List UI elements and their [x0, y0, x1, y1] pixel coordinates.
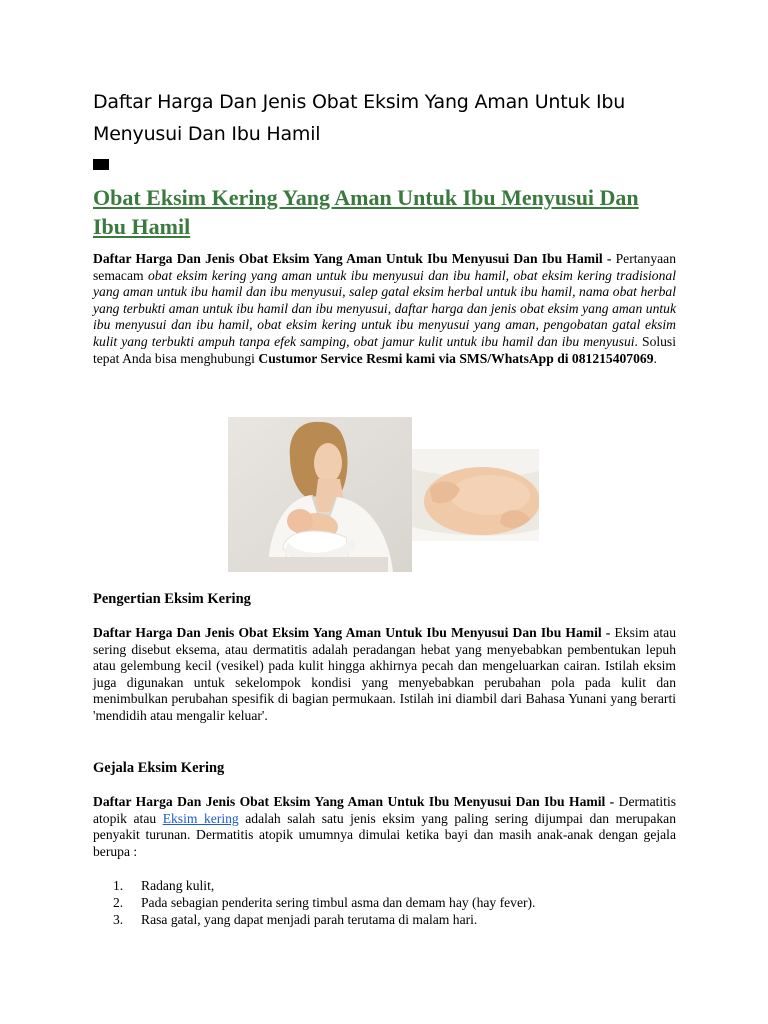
intro-lead: Daftar Harga Dan Jenis Obat Eksim Yang Aman Untuk Ibu Menyusui Dan Ibu Hamil -	[93, 251, 612, 266]
section2-heading: Gejala Eksim Kering	[93, 760, 225, 776]
intro-end: .	[653, 350, 657, 366]
list-item	[93, 911, 676, 928]
list-item-number: 3.	[113, 912, 124, 927]
intro-contact: Custumor Service Resmi kami via SMS/WhatsApp di 081215407069	[258, 350, 654, 366]
intro-paragraph	[93, 251, 676, 367]
document-title-line1: Daftar Harga Dan Jenis Obat Eksim Yang Aman Untuk Ibu	[93, 91, 626, 113]
section1-lead: Daftar Harga Dan Jenis Obat Eksim Yang Aman Untuk Ibu Menyusui Dan Ibu Hamil -	[93, 625, 611, 640]
breastfeeding-mother-image	[228, 417, 412, 572]
section2-lead: Daftar Harga Dan Jenis Obat Eksim Yang Aman Untuk Ibu Menyusui Dan Ibu Hamil -	[93, 794, 615, 809]
section1-text: Eksim atau sering disebut eksema, atau dermatitis adalah peradangan hebat yang menyebabkan pembentukan lepuh atau gelembung kecil (vesikel) pada kulit hingga akhirnya pecah dan mengeluarkan cairan. Istilah eksim juga digunakan untuk sekelompok kondisi yang menyebabkan perubahan pola pada kulit dan menimbulkan perubahan spesifik di bagian permukaan. Istilah ini diambil dari Bahasa Yunani yang berarti 'mendidih atau mengalir keluar'.	[93, 625, 677, 723]
section2-text1: Dermatitis atopik atau	[93, 794, 677, 826]
section1-heading: Pengertian Eksim Kering	[93, 591, 251, 607]
list-item-number: 2.	[113, 895, 124, 910]
black-marker-block	[93, 159, 109, 170]
list-item-text: Rasa gatal, yang dapat menjadi parah terutama di malam hari.	[141, 912, 478, 927]
section2-text2: adalah salah satu jenis eksim yang paling sering dijumpai dan merupakan penyakit turunan. Dermatitis atopik umumnya dimulai ketika bayi dan masih anak-anak dengan gejala berupa :	[93, 810, 677, 859]
section2-paragraph	[93, 794, 676, 860]
list-item	[93, 877, 676, 894]
intro-text2: . Solusi tepat Anda bisa menghubungi	[93, 333, 677, 366]
pregnant-belly-image	[412, 449, 539, 541]
article-heading-line2: Ibu Hamil	[93, 214, 191, 239]
symptom-list	[93, 877, 676, 928]
article-heading-line1: Obat Eksim Kering Yang Aman Untuk Ibu Menyusui Dan	[93, 185, 639, 210]
intro-text1: Pertanyaan semacam	[93, 251, 677, 283]
list-item	[93, 894, 676, 911]
document-title	[93, 86, 676, 150]
intro-keywords: obat eksim kering yang aman untuk ibu menyusui dan ibu hamil, obat eksim kering tradisional yang aman untuk ibu hamil dan ibu menyusui, salep gatal eksim herbal untuk ibu hamil, nama obat herbal yang terbukti aman untuk ibu hamil dan ibu menyusui, daftar harga dan jenis obat eksim yang aman untuk ibu menyusui dan ibu hamil, obat eksim kering untuk ibu menyusui yang aman, pengobatan gatal eksim kulit yang terbukti ampuh tanpa efek samping, obat jamur kulit untuk ibu hamil dan ibu menyusui	[93, 267, 676, 349]
section1-paragraph	[93, 625, 676, 725]
list-item-text: Radang kulit,	[141, 878, 215, 893]
list-item-number: 1.	[113, 878, 124, 893]
article-heading[interactable]	[93, 183, 683, 241]
list-item-text: Pada sebagian penderita sering timbul asma dan demam hay (hay fever).	[141, 895, 536, 910]
document-title-line2: Menyusui Dan Ibu Hamil	[93, 123, 321, 145]
eksim-kering-link[interactable]: Eksim kering	[162, 810, 239, 826]
